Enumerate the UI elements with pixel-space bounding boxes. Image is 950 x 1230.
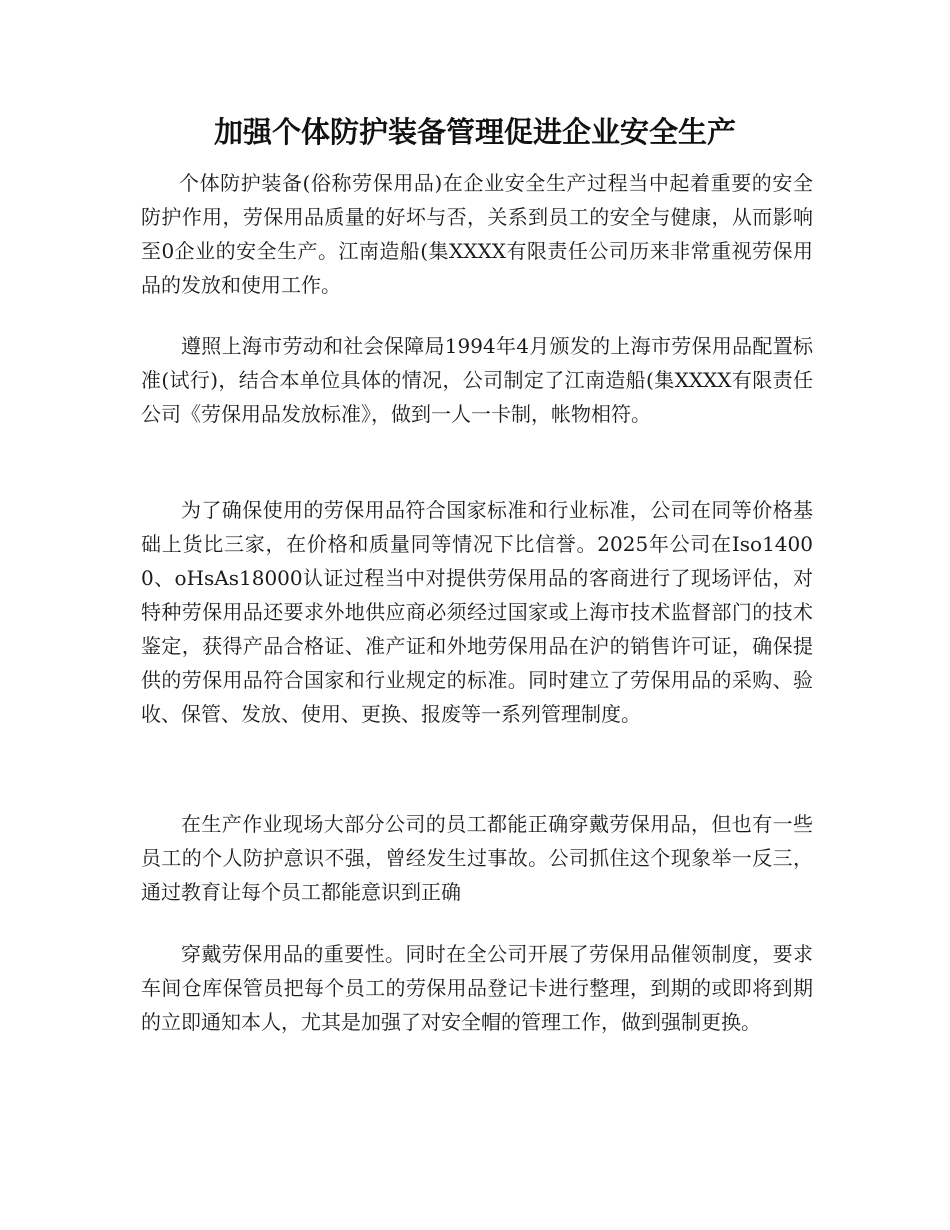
paragraph-2: 遵照上海市劳动和社会保障局1994年4月颁发的上海市劳保用品配置标准(试行)，结合本单位具体的情况，公司制定了江南造船(集XXXX有限责任公司《劳保用品发放标准》，做到一人一卡制，帐物相符。 [141,334,813,426]
paragraph-3: 为了确保使用的劳保用品符合国家标准和行业标准，公司在同等价格基础上货比三家，在价格和质量同等情况下比信誉。2025年公司在Iso14000、oHsAs18000认证过程当中对提供劳保用品的客商进行了现场评估，对特种劳保用品还要求外地供应商必须经过国家或上海市技术监督部门的技术鉴定，获得产品合格证、准产证和外地劳保用品在沪的销售许可证，确保提供的劳保用品符合国家和行业规定的标准。同时建立了劳保用品的采购、验收、保管、发放、使用、更换、报废等一系列管理制度。 [141,498,813,726]
paragraph-5: 穿戴劳保用品的重要性。同时在全公司开展了劳保用品催领制度，要求车间仓库保管员把每个员工的劳保用品登记卡进行整理，到期的或即将到期的立即通知本人，尤其是加强了对安全帽的管理工作，做到强制更换。 [141,942,813,1034]
document-title: 加强个体防护装备管理促进企业安全生产 [213,115,736,149]
paragraph-1: 个体防护装备(俗称劳保用品)在企业安全生产过程当中起着重要的安全防护作用，劳保用品质量的好坏与否，关系到员工的安全与健康，从而影响至0企业的安全生产。江南造船(集XXXX有限责任公司历来非常重视劳保用品的发放和使用工作。 [141,171,813,297]
paragraph-4: 在生产作业现场大部分公司的员工都能正确穿戴劳保用品，但也有一些员工的个人防护意识不强，曾经发生过事故。公司抓住这个现象举一反三，通过教育让每个员工都能意识到正确 [141,812,813,904]
